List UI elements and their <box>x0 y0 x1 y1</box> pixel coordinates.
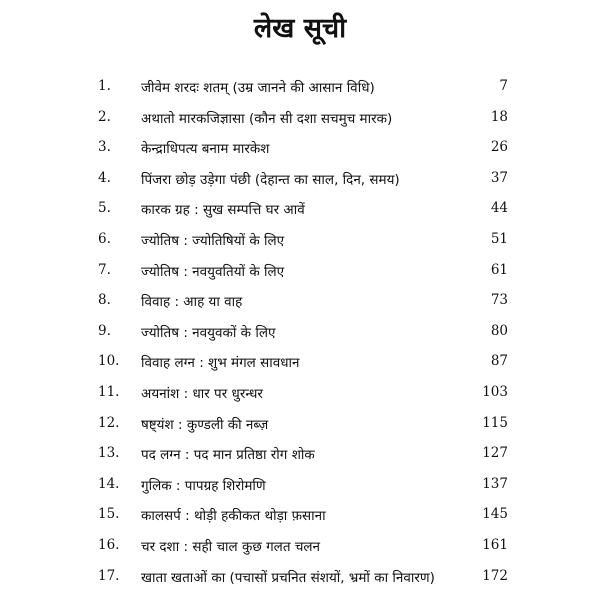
entry-title: चर दशा : सही चाल कुछ गलत चलन <box>141 538 321 555</box>
entry-number: 13. <box>98 445 120 462</box>
toc-entry <box>0 382 600 413</box>
entry-title: अथातो मारकजिज्ञासा (कौन सी दशा सचमुच मारक) <box>141 110 393 127</box>
entry-page-number: 73 <box>490 292 508 309</box>
entry-title: जीवेम शरदः शतम् (उम्र जानने की आसान विधि) <box>141 80 375 96</box>
toc-entry <box>0 168 600 199</box>
toc-entry <box>0 535 600 566</box>
entry-number: 2. <box>98 108 111 125</box>
toc-entry <box>0 566 600 597</box>
entry-number: 8. <box>98 292 111 309</box>
entry-page-number: 61 <box>490 261 508 278</box>
entry-title: षष्ट्यंश : कुण्डली की नब्ज़ <box>141 416 269 433</box>
entry-page-number: 145 <box>482 506 508 523</box>
entry-page-number: 7 <box>499 78 508 94</box>
toc-entry <box>0 443 600 474</box>
page-title: लेख सूची <box>253 13 347 44</box>
entry-title: अयनांश : धार पर धुरन्धर <box>141 385 263 402</box>
toc-entry <box>0 76 600 107</box>
entry-page-number: 26 <box>490 139 508 156</box>
entry-number: 17. <box>98 567 120 584</box>
entry-number: 9. <box>98 322 111 339</box>
entry-title: ज्योतिष : नवयुवकों के लिए <box>141 324 276 341</box>
entry-number: 5. <box>98 200 111 217</box>
table-of-contents <box>0 76 600 596</box>
toc-entry <box>0 474 600 505</box>
entry-page-number: 127 <box>482 445 508 462</box>
toc-entry <box>0 321 600 352</box>
toc-entry <box>0 107 600 138</box>
entry-title: विवाह : आह या वाह <box>141 294 243 311</box>
entry-number: 3. <box>98 139 111 156</box>
entry-number: 15. <box>98 506 120 523</box>
entry-title: पद लग्न : पद मान प्रतिष्ठा रोग शोक <box>141 447 315 464</box>
entry-title: ज्योतिष : नवयुवतियों के लिए <box>141 263 285 280</box>
entry-number: 14. <box>98 475 120 492</box>
entry-number: 10. <box>98 353 120 370</box>
entry-title: ज्योतिष : ज्योतिषियों के लिए <box>141 232 285 249</box>
entry-title: गुलिक : पापग्रह शिरोमणि <box>141 477 266 494</box>
toc-entry <box>0 229 600 260</box>
entry-page-number: 18 <box>490 108 508 125</box>
entry-number: 16. <box>98 536 120 553</box>
entry-title: खाता खताओं का (पचासों प्रचनित संशयों, भ्रमों का निवारण) <box>141 569 435 586</box>
entry-page-number: 80 <box>490 322 508 339</box>
toc-entry <box>0 351 600 382</box>
entry-page-number: 161 <box>482 536 508 553</box>
entry-number: 7. <box>98 261 111 278</box>
entry-page-number: 137 <box>482 475 508 492</box>
entry-number: 11. <box>98 383 120 400</box>
toc-entry <box>0 290 600 321</box>
entry-page-number: 44 <box>490 200 508 217</box>
entry-title: केन्द्राधिपत्य बनाम मारकेश <box>141 141 270 158</box>
entry-title: कारक ग्रह : सुख सम्पत्ति घर आवें <box>141 202 305 219</box>
toc-entry <box>0 260 600 291</box>
entry-page-number: 103 <box>482 383 508 400</box>
toc-entry <box>0 137 600 168</box>
toc-entry <box>0 413 600 444</box>
entry-title: कालसर्प : थोड़ी हकीकत थोड़ा फ़साना <box>141 508 326 525</box>
toc-entry <box>0 198 600 229</box>
entry-number: 4. <box>98 169 111 186</box>
entry-page-number: 37 <box>490 169 508 186</box>
entry-title: पिंजरा छोड़ उड़ेगा पंछी (देहान्त का साल, दिन, समय) <box>141 171 400 188</box>
entry-number: 6. <box>98 230 111 247</box>
entry-number: 12. <box>98 414 120 431</box>
entry-page-number: 51 <box>490 230 508 247</box>
toc-entry <box>0 504 600 535</box>
entry-page-number: 87 <box>490 353 508 370</box>
entry-title: विवाह लग्न : शुभ मंगल सावधान <box>141 355 300 372</box>
entry-page-number: 115 <box>482 414 508 431</box>
entry-page-number: 172 <box>482 567 508 584</box>
entry-number: 1. <box>98 78 111 94</box>
